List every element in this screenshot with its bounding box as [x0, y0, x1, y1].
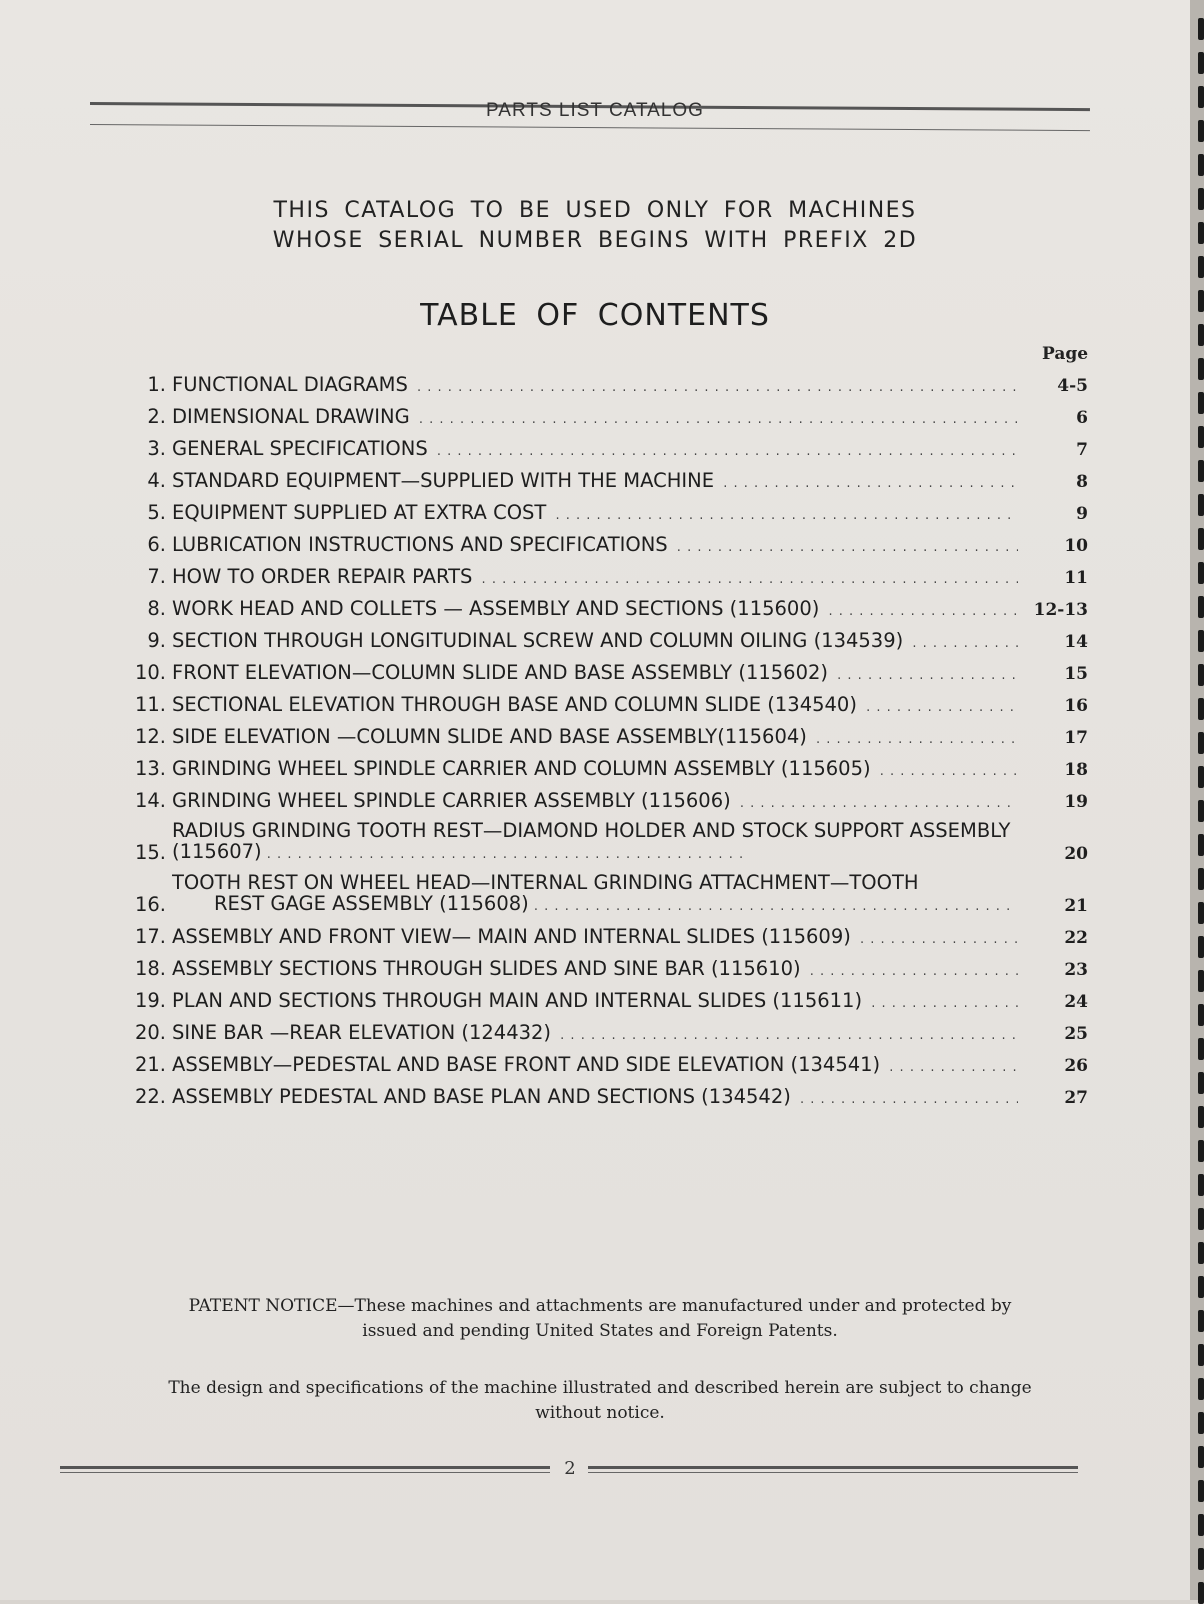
binding-hole [1198, 392, 1204, 414]
binding-hole [1198, 188, 1204, 210]
toc-entry [118, 748, 1088, 780]
binding-hole [1198, 1038, 1204, 1060]
toc-entry-number: 5. [147, 501, 166, 524]
toc-entry-text: SECTIONAL ELEVATION THROUGH BASE AND COLUMN SLIDE (134540) [172, 693, 857, 716]
toc-entry-page: 14 [1064, 632, 1088, 652]
binding-hole [1198, 1378, 1204, 1400]
toc-leader-dots: . . . . . . . . . . . . . . . . . . . . . . . . . . . . . . . . . . . . . . . . . . . . . . . [528, 899, 1012, 914]
toc-entry-text: ASSEMBLY PEDESTAL AND BASE PLAN AND SECTIONS (134542) [172, 1085, 791, 1108]
toc-title: TABLE OF CONTENTS [420, 298, 770, 333]
binding-hole [1198, 1480, 1204, 1502]
toc-entry-text: ASSEMBLY—PEDESTAL AND BASE FRONT AND SIDE ELEVATION (134541) [172, 1053, 881, 1076]
toc-entry-title [172, 629, 1018, 652]
toc-entry [118, 524, 1088, 556]
binding-hole [1198, 834, 1204, 856]
toc-entry-page: 20 [1064, 844, 1088, 864]
toc-entry-title [172, 925, 1018, 948]
toc-entry-title [172, 1053, 1018, 1076]
toc-entry-title [172, 872, 1018, 916]
toc-entry-text: ASSEMBLY AND FRONT VIEW— MAIN AND INTERNAL SLIDES (115609) [172, 925, 851, 948]
toc-entry-number: 10. [134, 661, 166, 684]
toc-entry-number: 17. [134, 925, 166, 948]
toc-entry-text: ASSEMBLY SECTIONS THROUGH SLIDES AND SINE BAR (115610) [172, 957, 801, 980]
binding-hole [1198, 290, 1204, 312]
toc-entry-page: 11 [1064, 568, 1088, 588]
toc-entry [118, 684, 1088, 716]
toc-entry-text-continued: (115607) [172, 840, 262, 863]
change-disclaimer [140, 1376, 1060, 1426]
toc-entry-page: 19 [1064, 792, 1088, 812]
toc-entry-page: 24 [1064, 992, 1088, 1012]
binding-hole [1198, 120, 1204, 142]
toc-entry-page: 22 [1064, 928, 1088, 948]
toc-entry-number: 14. [134, 789, 166, 812]
toc-entry [118, 556, 1088, 588]
toc-entry-title [172, 565, 1018, 588]
toc-entry-title [172, 469, 1018, 492]
toc-entry-number: 15. [134, 841, 166, 864]
binding-hole [1198, 1514, 1204, 1536]
toc-entry-page: 18 [1064, 760, 1088, 780]
binding-hole [1198, 1242, 1204, 1264]
toc-entry-number: 12. [134, 725, 166, 748]
toc-entry [118, 588, 1088, 620]
binding-hole [1198, 426, 1204, 448]
binding-hole [1198, 222, 1204, 244]
toc-entry-title [172, 373, 1018, 396]
toc-entry-number: 1. [147, 373, 166, 396]
toc-entry-page: 10 [1064, 536, 1088, 556]
toc-entry [118, 716, 1088, 748]
binding-hole [1198, 1412, 1204, 1434]
disclaimer-line-2: without notice. [535, 1403, 665, 1423]
toc-entry-text: SECTION THROUGH LONGITUDINAL SCREW AND COLUMN OILING (134539) [172, 629, 904, 652]
toc-entry-page: 16 [1064, 696, 1088, 716]
binding-hole [1198, 1310, 1204, 1332]
toc-entry-title [172, 597, 1018, 620]
toc-entry-title [172, 1085, 1018, 1108]
toc-entry-title [172, 661, 1018, 684]
binding-hole [1198, 562, 1204, 584]
toc-entry-title [172, 957, 1018, 980]
binding-hole [1198, 324, 1204, 346]
toc-entry [118, 812, 1088, 864]
toc-entry-number: 9. [147, 629, 166, 652]
toc-entry-text: TOOTH REST ON WHEEL HEAD—INTERNAL GRINDING ATTACHMENT—TOOTH [172, 872, 919, 894]
binding-hole [1198, 1072, 1204, 1094]
binding-hole [1198, 460, 1204, 482]
binding-hole [1198, 630, 1204, 652]
toc-entry [118, 396, 1088, 428]
binding-hole [1198, 596, 1204, 618]
toc-entry [118, 492, 1088, 524]
toc-entry [118, 428, 1088, 460]
toc-entry-title [172, 693, 1018, 716]
binding-hole [1198, 154, 1204, 176]
footer-rule-right [588, 1466, 1078, 1474]
toc-entry [118, 620, 1088, 652]
toc-entry-page: 23 [1064, 960, 1088, 980]
binding-hole [1198, 664, 1204, 686]
toc-entry-title [172, 533, 1018, 556]
toc-entry-number: 18. [134, 957, 166, 980]
toc-entry-title [172, 405, 1018, 428]
toc-entry [118, 980, 1088, 1012]
binding-hole [1198, 1004, 1204, 1026]
toc-entry-text: FRONT ELEVATION—COLUMN SLIDE AND BASE ASSEMBLY (115602) [172, 661, 829, 684]
toc-entry-number: 2. [147, 405, 166, 428]
binding-hole [1198, 1276, 1204, 1298]
toc-entry-text: GRINDING WHEEL SPINDLE CARRIER AND COLUMN ASSEMBLY (115605) [172, 757, 871, 780]
toc-entry-number: 7. [147, 565, 166, 588]
disclaimer-line-1: The design and specifications of the machine illustrated and described herein are subject to change [168, 1378, 1032, 1398]
binding-hole [1198, 1140, 1204, 1162]
toc-page-heading: Page [1042, 344, 1089, 364]
toc-entry-title [172, 820, 1018, 864]
binding-hole [1198, 358, 1204, 380]
toc-entry-page: 15 [1064, 664, 1088, 684]
toc-entry [118, 1012, 1088, 1044]
binding-hole [1198, 256, 1204, 278]
toc-entry-title [172, 789, 1018, 812]
toc-entry-number: 13. [134, 757, 166, 780]
toc-entry-page: 7 [1076, 440, 1088, 460]
toc-entry-number: 3. [147, 437, 166, 460]
toc-entry-text: LUBRICATION INSTRUCTIONS AND SPECIFICATIONS [172, 533, 668, 556]
toc-entry-number: 6. [147, 533, 166, 556]
toc-entry-number: 8. [147, 597, 166, 620]
toc-entry-text: DIMENSIONAL DRAWING [172, 405, 410, 428]
toc-entry-text: SIDE ELEVATION —COLUMN SLIDE AND BASE ASSEMBLY(115604) [172, 725, 807, 748]
binding-hole [1198, 1174, 1204, 1196]
toc-entry [118, 864, 1088, 916]
toc-entry-title [172, 757, 1018, 780]
binding-hole [1198, 868, 1204, 890]
serial-notice-line-1: THIS CATALOG TO BE USED ONLY FOR MACHINES [273, 198, 917, 223]
binding-hole [1198, 1344, 1204, 1366]
binding-hole [1198, 936, 1204, 958]
binding-hole [1198, 1582, 1204, 1604]
binding-hole [1198, 732, 1204, 754]
binding-hole [1198, 18, 1204, 40]
binding-hole [1198, 52, 1204, 74]
toc-entry [118, 1076, 1088, 1108]
toc-entry-text: WORK HEAD AND COLLETS — ASSEMBLY AND SECTIONS (115600) [172, 597, 820, 620]
toc-entry-text: STANDARD EQUIPMENT—SUPPLIED WITH THE MACHINE [172, 469, 715, 492]
binding-hole [1198, 1208, 1204, 1230]
patent-notice [140, 1294, 1060, 1344]
toc-entry-page: 4-5 [1057, 376, 1088, 396]
toc-entry-number: 4. [147, 469, 166, 492]
toc-entry-number: 22. [134, 1085, 166, 1108]
serial-notice [0, 196, 1190, 256]
toc-entry-page: 25 [1064, 1024, 1088, 1044]
patent-notice-line-1: PATENT NOTICE—These machines and attachments are manufactured under and protected by [188, 1296, 1012, 1316]
toc-entry-text: SINE BAR —REAR ELEVATION (124432) [172, 1021, 552, 1044]
table-of-contents [118, 364, 1088, 1108]
toc-entry [118, 1044, 1088, 1076]
toc-entry-page: 6 [1076, 408, 1088, 428]
binding-hole [1198, 86, 1204, 108]
toc-entry-number: 19. [134, 989, 166, 1012]
binding-hole [1198, 766, 1204, 788]
toc-entry-title [172, 437, 1018, 460]
binding-hole [1198, 1548, 1204, 1570]
toc-entry-page: 21 [1064, 896, 1088, 916]
binding-hole [1198, 1446, 1204, 1468]
footer-rule-left [60, 1466, 550, 1474]
toc-entry-page: 8 [1076, 472, 1088, 492]
binding-hole [1198, 528, 1204, 550]
binding-hole [1198, 698, 1204, 720]
toc-entry-text: GENERAL SPECIFICATIONS [172, 437, 428, 460]
toc-entry-page: 27 [1064, 1088, 1088, 1108]
toc-entry-text: FUNCTIONAL DIAGRAMS [172, 373, 408, 396]
toc-entry-text: EQUIPMENT SUPPLIED AT EXTRA COST [172, 501, 547, 524]
binding-edge [1190, 0, 1204, 1600]
toc-entry-title [172, 501, 1018, 524]
binding-hole [1198, 970, 1204, 992]
header-title: PARTS LIST CATALOG [486, 100, 704, 121]
toc-entry-number: 11. [134, 693, 166, 716]
toc-entry-number: 20. [134, 1021, 166, 1044]
serial-notice-line-2: WHOSE SERIAL NUMBER BEGINS WITH PREFIX 2D [272, 228, 918, 253]
page-number: 2 [564, 1458, 576, 1479]
toc-entry [118, 460, 1088, 492]
toc-entry-text: HOW TO ORDER REPAIR PARTS [172, 565, 473, 588]
toc-entry-number: 21. [134, 1053, 166, 1076]
toc-entry [118, 916, 1088, 948]
binding-hole [1198, 800, 1204, 822]
binding-hole [1198, 494, 1204, 516]
patent-notice-line-2: issued and pending United States and Foreign Patents. [362, 1321, 838, 1341]
toc-entry-page: 17 [1064, 728, 1088, 748]
toc-entry-text: GRINDING WHEEL SPINDLE CARRIER ASSEMBLY (115606) [172, 789, 731, 812]
toc-entry [118, 364, 1088, 396]
toc-entry [118, 780, 1088, 812]
toc-entry-title [172, 725, 1018, 748]
toc-entry [118, 948, 1088, 980]
toc-entry-title [172, 1021, 1018, 1044]
toc-entry-page: 26 [1064, 1056, 1088, 1076]
binding-hole [1198, 1106, 1204, 1128]
toc-entry-text-continued: REST GAGE ASSEMBLY (115608) [214, 892, 529, 915]
toc-entry-title [172, 989, 1018, 1012]
toc-entry-page: 9 [1076, 504, 1088, 524]
toc-entry-text: RADIUS GRINDING TOOTH REST—DIAMOND HOLDER AND STOCK SUPPORT ASSEMBLY [172, 820, 1011, 842]
toc-entry-text: PLAN AND SECTIONS THROUGH MAIN AND INTERNAL SLIDES (115611) [172, 989, 863, 1012]
toc-entry [118, 652, 1088, 684]
toc-leader-dots: . . . . . . . . . . . . . . . . . . . . . . . . . . . . . . . . . . . . . . . . . . . . . . . [261, 847, 745, 862]
toc-entry-number: 16. [134, 893, 166, 916]
toc-entry-page: 12-13 [1033, 600, 1088, 620]
binding-hole [1198, 902, 1204, 924]
